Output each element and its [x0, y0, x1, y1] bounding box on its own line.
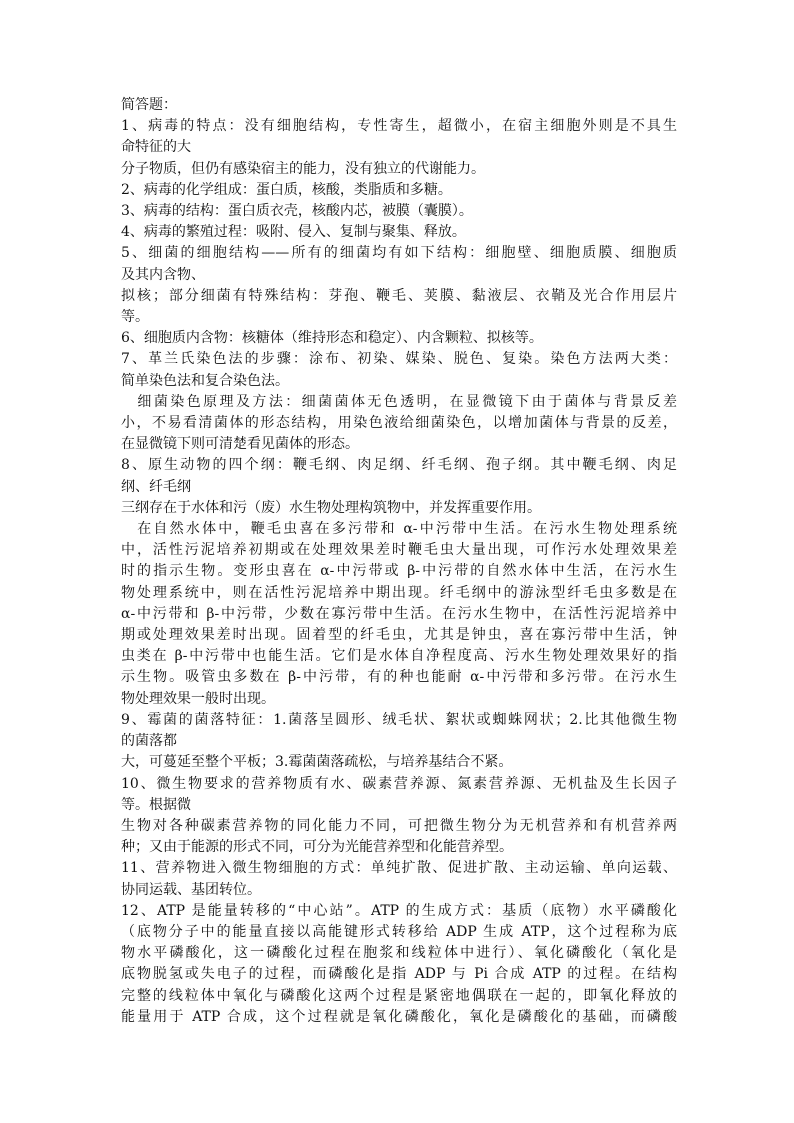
text-line: 分子物质，但仍有感染宿主的能力，没有独立的代谢能力。	[121, 160, 485, 177]
text-line: 底物脱氢或失电子的过程，而磷酸化是指 ADP 与 Pi 合成 ATP 的过程。在结构	[121, 966, 677, 983]
text-line: 期或处理效果差时出现。固着型的纤毛虫，尤其是钟虫，喜在寡污带中生活，钟	[121, 627, 677, 644]
text-line: 在自然水体中，鞭毛虫喜在多污带和 α-中污带中生活。在污水生物处理系统	[121, 521, 677, 538]
text-line: 及其内含物、	[121, 266, 205, 283]
text-line: 等。根据微	[121, 796, 191, 813]
text-line: 9、霉菌的菌落特征：1.菌落呈圆形、绒毛状、絮状或蜘蛛网状；2.比其他微生物	[121, 711, 677, 728]
text-line: 时的指示生物。变形虫喜在 α-中污带或 β-中污带的自然水体中生活，在污水生	[121, 563, 677, 580]
text-line: 1、病毒的特点：没有细胞结构，专性寄生，超微小，在宿主细胞外则是不具生	[121, 118, 677, 135]
text-line: α-中污带和 β-中污带，少数在寡污带中生活。在污水生物中，在活性污泥培养中	[121, 605, 677, 622]
text-line: 5、细菌的细胞结构——所有的细菌均有如下结构：细胞壁、细胞质膜、细胞质	[121, 245, 677, 262]
text-line: 3、病毒的结构：蛋白质衣壳，核酸内芯，被膜（囊膜）。	[121, 203, 473, 220]
text-line: 小，不易看清菌体的形态结构，用染色液给细菌染色，以增加菌体与背景的反差，	[121, 415, 677, 432]
text-line: 物处理系统中，则在活性污泥培养中期出现。纤毛纲中的游泳型纤毛虫多数是在	[121, 584, 677, 601]
section-heading: 简答题：	[121, 97, 177, 113]
text-line: 等。	[121, 309, 149, 326]
text-line: 在显微镜下则可清楚看见菌体的形态。	[121, 436, 359, 453]
text-line: 7、革兰氏染色法的步骤：涂布、初染、媒染、脱色、复染。染色方法两大类：	[121, 351, 677, 368]
text-line: 简单染色法和复合染色法。	[121, 372, 289, 389]
text-line: 物处理效果一般时出现。	[121, 690, 275, 707]
text-line: 拟核；部分细菌有特殊结构：芽孢、鞭毛、荚膜、黏液层、衣鞘及光合作用层片	[121, 287, 677, 304]
text-line: 协同运载、基团转位。	[121, 881, 261, 898]
text-line: 生物对各种碳素营养物的同化能力不同，可把微生物分为无机营养和有机营养两	[121, 817, 677, 834]
text-line: 物水平磷酸化，这一磷酸化过程在胞浆和线粒体中进行）、氧化磷酸化（氧化是	[121, 945, 677, 962]
text-line: 纲、纤毛纲	[121, 478, 191, 495]
text-line: 10、微生物要求的营养物质有水、碳素营养源、氮素营养源、无机盐及生长因子	[121, 775, 677, 792]
text-line: 命特征的大	[121, 139, 191, 156]
text-line: （底物分子中的能量直接以高能键形式转移给 ADP 生成 ATP，这个过程称为底	[121, 923, 677, 940]
text-line: 中，活性污泥培养初期或在处理效果差时鞭毛虫大量出现，可作污水处理效果差	[121, 542, 677, 559]
text-line: 细菌染色原理及方法：细菌菌体无色透明，在显微镜下由于菌体与背景反差	[121, 393, 677, 410]
text-line: 示生物。吸管虫多数在 β-中污带，有的种也能耐 α-中污带和多污带。在污水生	[121, 669, 677, 686]
text-line: 的菌落都	[121, 733, 177, 750]
text-line: 完整的线粒体中氧化与磷酸化这两个过程是紧密地偶联在一起的，即氧化释放的	[121, 987, 677, 1004]
text-line: 6、细胞质内含物：核糖体（维持形态和稳定）、内含颗粒、拟核等。	[121, 330, 543, 347]
text-line: 4、病毒的繁殖过程：吸附、侵入、复制与聚集、释放。	[121, 224, 466, 241]
text-line: 虫类在 β-中污带中也能生活。它们是水体自净程度高、污水生物处理效果好的指	[121, 648, 677, 665]
text-line: 12、ATP 是能量转移的“中心站”。ATP 的生成方式：基质（底物）水平磷酸化	[121, 902, 677, 919]
text-line: 11、营养物进入微生物细胞的方式：单纯扩散、促进扩散、主动运输、单向运载、	[121, 860, 677, 877]
text-line: 种；又由于能源的形式不同，可分为光能营养型和化能营养型。	[121, 839, 513, 856]
text-line: 三纲存在于水体和污（废）水生物处理构筑物中，并发挥重要作用。	[121, 499, 541, 516]
text-line: 2、病毒的化学组成：蛋白质，核酸，类脂质和多糖。	[121, 181, 452, 198]
text-line: 能量用于 ATP 合成，这个过程就是氧化磷酸化，氧化是磷酸化的基础，而磷酸	[121, 1008, 677, 1025]
document-page	[121, 95, 677, 1028]
text-line: 8、原生动物的四个纲：鞭毛纲、肉足纲、纤毛纲、孢子纲。其中鞭毛纲、肉足	[121, 457, 677, 474]
text-line: 大，可蔓延至整个平板；3.霉菌菌落疏松，与培养基结合不紧。	[121, 754, 513, 771]
